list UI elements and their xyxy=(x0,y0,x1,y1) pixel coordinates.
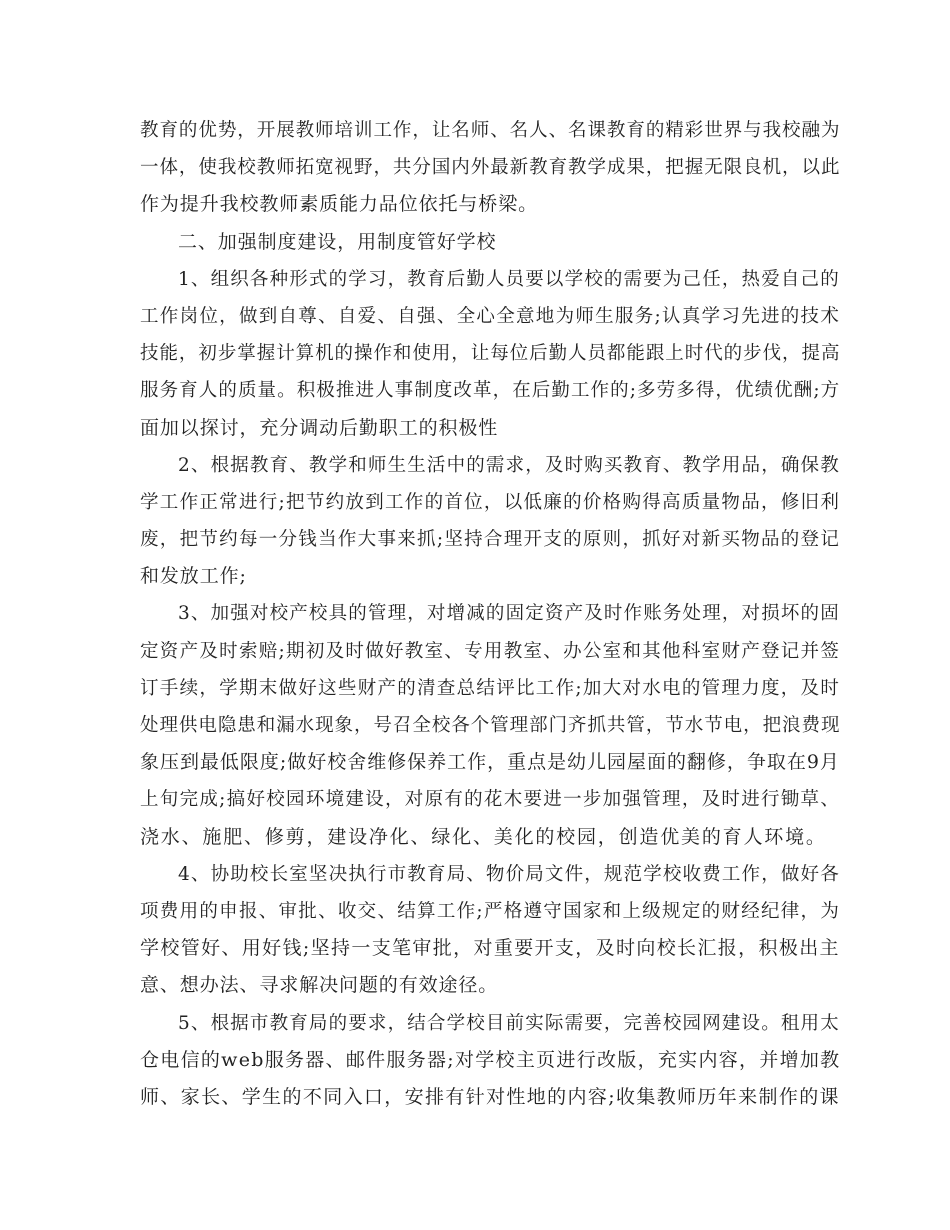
text-line: 1、组织各种形式的学习，教育后勤人员要以学校的需要为己任，热爱自己的 xyxy=(178,268,840,290)
text-line: 服务育人的质量。积极推进人事制度改革，在后勤工作的;多劳多得，优绩优酬;方 xyxy=(140,380,841,402)
text-line: 3、加强对校产校具的管理，对增减的固定资产及时作账务处理，对损坏的固 xyxy=(178,603,840,625)
text-line: 象压到最低限度;做好校舍维修保养工作，重点是幼儿园屋面的翻修，争取在9月 xyxy=(140,751,840,774)
text-line: 上旬完成;搞好校园环境建设，对原有的花木要进一步加强管理，及时进行锄草、 xyxy=(140,789,841,811)
text-line: 学校管好、用好钱;坚持一支笔审批，对重要开支，及时向校长汇报，积极出主 xyxy=(140,937,840,960)
text-line: 工作岗位，做到自尊、自爱、自强、全心全意地为师生服务;认真学习先进的技术 xyxy=(140,305,841,327)
document-body xyxy=(140,112,841,1116)
text-line: 5、根据市教育局的要求，结合学校目前实际需要，完善校园网建设。租用太 xyxy=(178,1012,840,1034)
text-line: 作为提升我校教师素质能力品位依托与桥梁。 xyxy=(140,193,539,216)
text-line: 面加以探讨，充分调动后勤职工的积极性 xyxy=(140,416,499,439)
text-line: 项费用的申报、审批、收交、结算工作;严格遵守国家和上级规定的财经纪律，为 xyxy=(140,900,841,922)
text-line: 4、协助校长室坚决执行市教育局、物价局文件，规范学校收费工作，做好各 xyxy=(178,863,840,885)
text-line: 定资产及时索赔;期初及时做好教室、专用教室、办公室和其他科室财产登记并签 xyxy=(140,640,841,662)
text-line: 意、想办法、寻求解决问题的有效途径。 xyxy=(140,974,499,997)
text-line: 和发放工作; xyxy=(140,565,247,588)
text-line: 2、根据教育、教学和师生生活中的需求，及时购买教育、教学用品，确保教 xyxy=(178,454,840,476)
text-line: 学工作正常进行;把节约放到工作的首位，以低廉的价格购得高质量物品，修旧利 xyxy=(140,491,841,513)
text-line: 处理供电隐患和漏水现象，号召全校各个管理部门齐抓共管，节水节电，把浪费现 xyxy=(140,715,841,736)
text-line: 一体，使我校教师拓宽视野，共分国内外最新教育教学成果，把握无限良机，以此 xyxy=(140,157,841,179)
text-line: 浇水、施肥、修剪，建设净化、绿化、美化的校园，创造优美的育人环境。 xyxy=(140,825,827,848)
text-line: 二、加强制度建设，用制度管好学校 xyxy=(178,230,497,253)
text-line: 仓电信的web服务器、邮件服务器;对学校主页进行改版，充实内容，并增加教 xyxy=(140,1048,841,1071)
text-line: 教育的优势，开展教师培训工作，让名师、名人、名课教育的精彩世界与我校融为 xyxy=(140,120,841,141)
text-line: 订手续，学期末做好这些财产的清查总结评比工作;加大对水电的管理力度，及时 xyxy=(140,677,841,699)
text-line: 废，把节约每一分钱当作大事来抓;坚持合理开支的原则，抓好对新买物品的登记 xyxy=(140,529,841,551)
text-line: 师、家长、学生的不同入口，安排有针对性地的内容;收集教师历年来制作的课 xyxy=(140,1085,840,1108)
text-line: 技能，初步掌握计算机的操作和使用，让每位后勤人员都能跟上时代的步伐，提高 xyxy=(140,343,841,365)
